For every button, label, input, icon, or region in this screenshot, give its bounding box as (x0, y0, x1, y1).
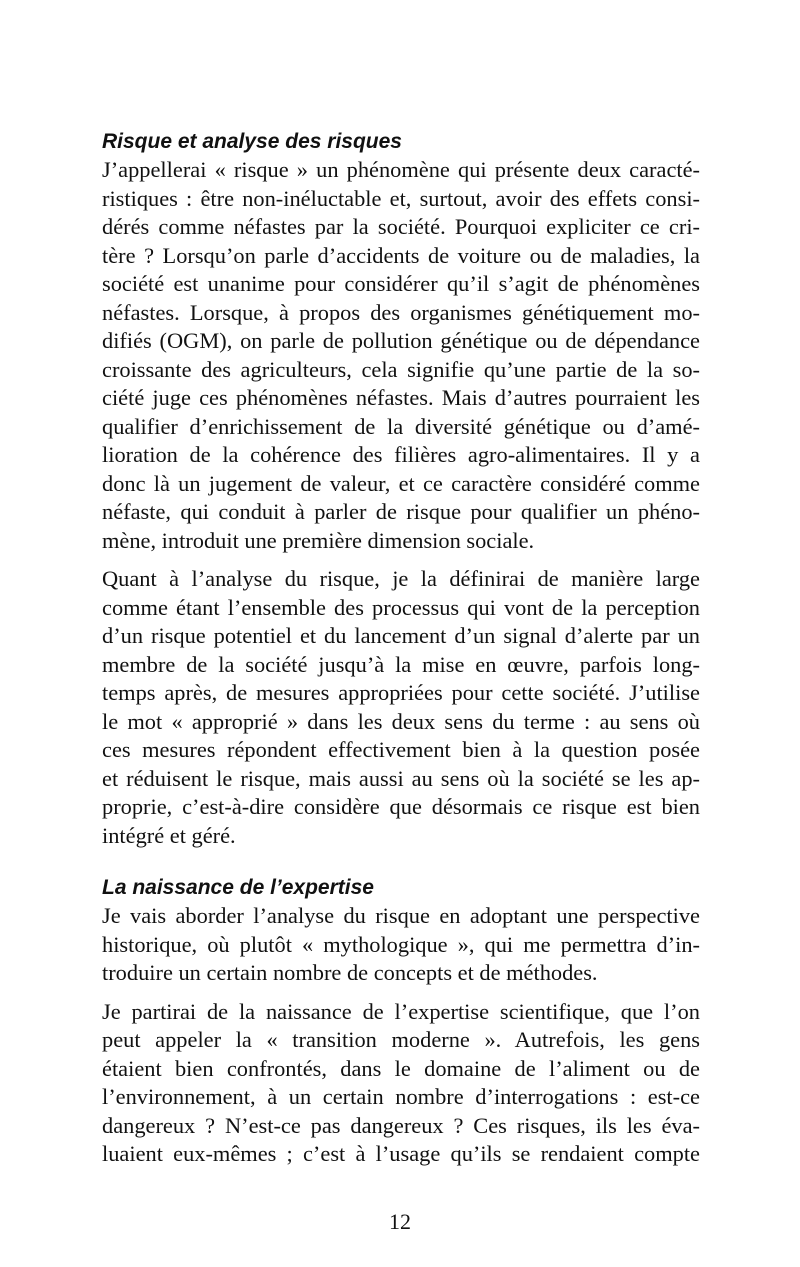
text-line: membre de la société jusqu’à la mise en œuvre, parfois long- (102, 651, 700, 677)
text-line: difiés (OGM), on parle de pollution génétique ou de dépendance (102, 328, 700, 353)
text-line: Je vais aborder l’analyse du risque en adoptant une perspective (102, 903, 700, 928)
text-line: ces mesures répondent effectivement bien à la question posée (102, 737, 700, 762)
text-line: mène, introduit une première dimension sociale. (102, 527, 535, 553)
text-line: ristiques : être non-inéluctable et, surtout, avoir des effets consi- (102, 185, 700, 211)
page-content (102, 128, 700, 1169)
text-line: troduire un certain nombre de concepts et de méthodes. (102, 960, 598, 985)
text-line: intégré et géré. (102, 822, 236, 848)
text-line: J’appellerai « risque » un phénomène qui présente deux caracté- (102, 157, 700, 182)
paragraph-risk-definition (102, 156, 700, 555)
text-line: historique, où plutôt « mythologique », qui me permettra d’in- (102, 931, 700, 957)
text-line: Je partirai de la naissance de l’expertise scientifique, que l’on (102, 998, 700, 1024)
paragraph-perspective (102, 902, 700, 988)
text-line: le mot « approprié » dans les deux sens du terme : au sens où (102, 708, 700, 734)
text-line: temps après, de mesures appropriées pour cette société. J’utilise (102, 680, 700, 705)
paragraph-risk-analysis-definition (102, 565, 700, 850)
text-line: dangereux ? N’est-ce pas dangereux ? Ces risques, ils les éva- (102, 1112, 700, 1138)
text-line: peut appeler la « transition moderne ». Autrefois, les gens (102, 1027, 700, 1052)
text-line: croissante des agriculteurs, cela signifie qu’une partie de la so- (102, 356, 700, 382)
text-line: Quant à l’analyse du risque, je la définirai de manière large (102, 566, 700, 591)
text-line: néfaste, qui conduit à parler de risque pour qualifier un phéno- (102, 499, 700, 524)
section-heading-expertise: La naissance de l’expertise (102, 876, 374, 899)
text-line: l’environnement, à un certain nombre d’interrogations : est-ce (102, 1084, 700, 1109)
text-line: donc là un jugement de valeur, et ce caractère considéré comme (102, 470, 700, 496)
page-number: 12 (389, 1209, 411, 1234)
text-line: lioration de la cohérence des filières agro-alimentaires. Il y a (102, 442, 700, 467)
text-line: et réduisent le risque, mais aussi au sens où la société se les ap- (102, 765, 700, 791)
text-line: comme étant l’ensemble des processus qui vont de la perception (102, 594, 700, 620)
text-line: néfastes. Lorsque, à propos des organismes génétiquement mo- (102, 299, 700, 325)
text-line: tère ? Lorsqu’on parle d’accidents de voiture ou de maladies, la (102, 242, 700, 268)
text-line: qualifier d’enrichissement de la diversité génétique ou d’amé- (102, 413, 700, 439)
paragraph-modern-transition (102, 998, 700, 1169)
section-heading-risk-analysis: Risque et analyse des risques (102, 130, 402, 153)
text-line: luaient eux-mêmes ; c’est à l’usage qu’ils se rendaient compte (102, 1141, 700, 1166)
text-line: société est unanime pour considérer qu’il s’agit de phénomènes (102, 271, 700, 296)
text-line: proprie, c’est-à-dire considère que désormais ce risque est bien (102, 794, 700, 819)
text-line: ciété juge ces phénomènes néfastes. Mais d’autres pourraient les (102, 385, 700, 410)
text-line: d’un risque potentiel et du lancement d’un signal d’alerte par un (102, 623, 700, 648)
text-line: dérés comme néfastes par la société. Pourquoi expliciter ce cri- (102, 214, 700, 239)
text-line: étaient bien confrontés, dans le domaine de l’aliment ou de (102, 1055, 700, 1081)
